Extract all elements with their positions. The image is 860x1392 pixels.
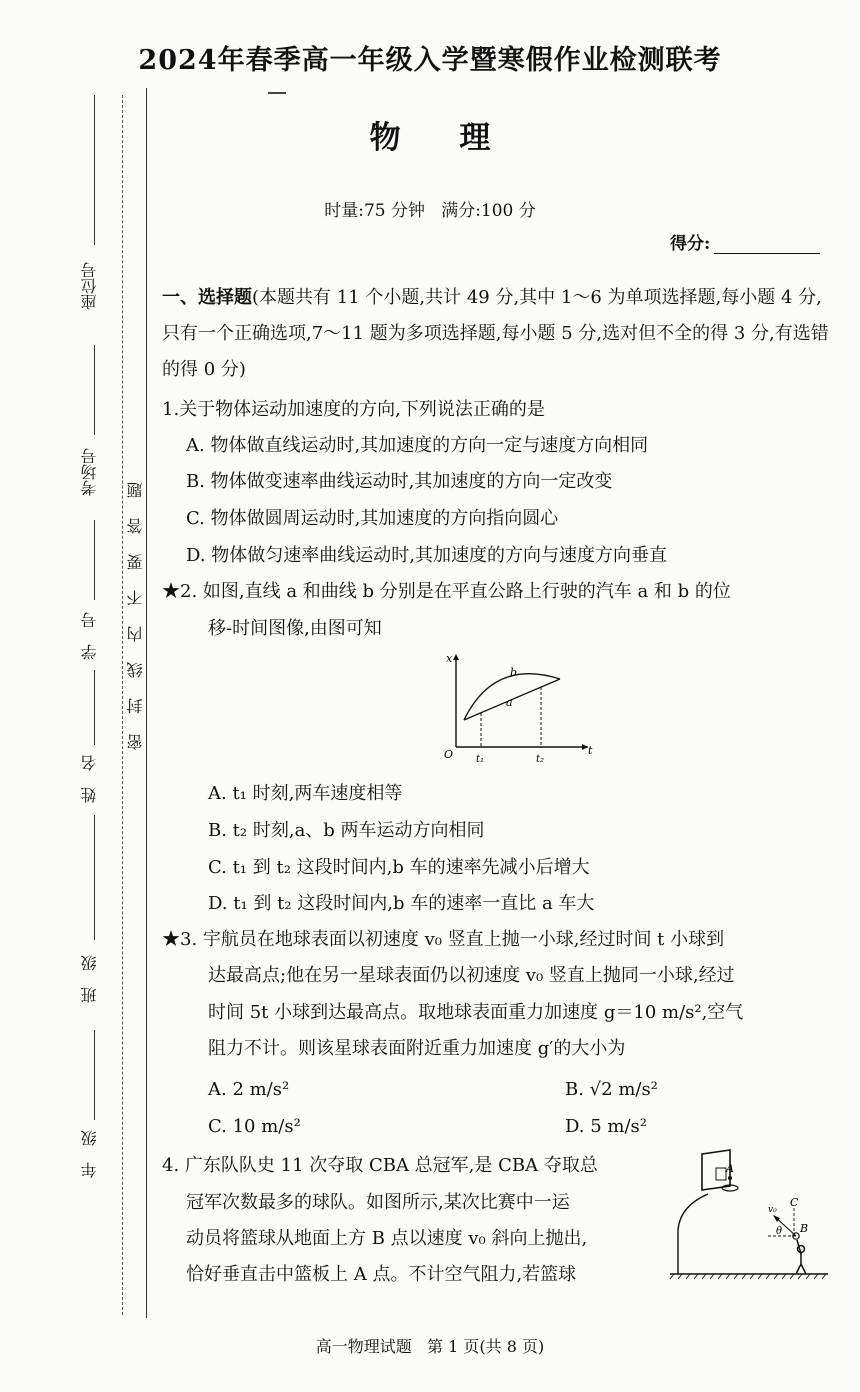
q2-option-a: A. t₁ 时刻,两车速度相等 — [208, 783, 403, 804]
angle-label: θ — [776, 1226, 783, 1237]
t-axis-label: t — [588, 744, 593, 757]
q1-option-c: C. 物体做圆周运动时,其加速度的方向指向圆心 — [186, 508, 559, 529]
velocity-label: v₀ — [768, 1205, 777, 1215]
name-blank[interactable] — [94, 670, 95, 745]
time-info: 时量:75 分钟 满分:100 分 — [324, 201, 536, 221]
section-1-title: 一、选择题 — [162, 287, 252, 308]
backboard-square — [716, 1168, 726, 1180]
origin-label: O — [444, 748, 454, 761]
q4-stem-line1: 4. 广东队队史 11 次夺取 CBA 总冠军,是 CBA 夺取总 — [162, 1155, 598, 1176]
player-figure — [796, 1240, 806, 1274]
q2-option-b: B. t₂ 时刻,a、b 两车运动方向相同 — [208, 820, 485, 841]
score-label: 得分: — [670, 234, 711, 254]
page-footer: 高一物理试题 第 1 页(共 8 页) — [315, 1337, 545, 1356]
section-1-instructions: (本题共有 11 个小题,共计 49 分,其中 1～6 为单项选择题,每小题 4 分,只有一个正确选项,7～11 题为多项选择题,每小题 5 分,选对但不全的得 3 分,有选错的得 0 分) — [162, 287, 829, 380]
binding-dashed-line — [122, 95, 123, 1315]
class-label: 班 级 — [80, 955, 99, 1003]
q3-option-b: B. √2 m/s² — [565, 1079, 658, 1100]
x-axis-arrow — [453, 654, 459, 660]
q3-option-c: C. 10 m/s² — [208, 1116, 301, 1137]
point-b-label: B — [800, 1222, 809, 1235]
q2-stem-line2: 移-时间图像,由图可知 — [208, 618, 382, 639]
student-id-label: 学 号 — [80, 612, 99, 660]
q2-option-d: D. t₁ 到 t₂ 这段时间内,b 车的速率一直比 a 车大 — [208, 893, 595, 914]
exam-room-label: 考场号 — [80, 448, 99, 496]
q3-option-d: D. 5 m/s² — [565, 1116, 647, 1137]
q4-stem-line3: 动员将篮球从地面上方 B 点以速度 v₀ 斜向上抛出, — [186, 1228, 588, 1249]
q3-stem-line4: 阻力不计。则该星球表面附近重力加速度 g′的大小为 — [208, 1038, 626, 1059]
class-blank[interactable] — [94, 815, 95, 940]
q2-stem-line1: ★2. 如图,直线 a 和曲线 b 分别是在平直公路上行驶的汽车 a 和 b 的位 — [162, 581, 731, 602]
exam-room-blank[interactable] — [94, 345, 95, 435]
score-blank[interactable] — [714, 235, 820, 254]
grade-blank[interactable] — [94, 1030, 95, 1120]
q4-stem-line2: 冠军次数最多的球队。如图所示,某次比赛中一运 — [186, 1192, 570, 1213]
q3-stem-line1: ★3. 宇航员在地球表面以初速度 v₀ 竖直上抛一小球,经过时间 t 小球到 — [162, 929, 725, 950]
grade-label: 年 级 — [80, 1130, 99, 1178]
q2-xt-graph — [436, 650, 596, 774]
section-1-intro — [162, 280, 838, 388]
q2-option-c: C. t₁ 到 t₂ 这段时间内,b 车的速率先减小后增大 — [208, 857, 590, 878]
seat-number-blank[interactable] — [94, 95, 95, 245]
q4-stem-line4: 恰好垂直击中篮板上 A 点。不计空气阻力,若篮球 — [186, 1264, 577, 1285]
title-mark — [268, 92, 286, 94]
q4-basketball-figure — [668, 1148, 832, 1280]
point-a-label: A — [726, 1162, 734, 1175]
q1-option-a: A. 物体做直线运动时,其加速度的方向一定与速度方向相同 — [186, 435, 649, 456]
name-label: 姓 名 — [80, 755, 99, 803]
q1-option-d: D. 物体做匀速率曲线运动时,其加速度的方向与速度方向垂直 — [186, 545, 667, 566]
q1-stem: 1.关于物体运动加速度的方向,下列说法正确的是 — [162, 399, 545, 420]
t1-label: t₁ — [476, 754, 485, 765]
seal-notice: 密封线内不要答题 — [126, 462, 145, 750]
hoop-pole — [678, 1194, 708, 1274]
line-a-label: a — [506, 696, 513, 709]
score-field[interactable] — [670, 229, 820, 254]
q1-option-b: B. 物体做变速率曲线运动时,其加速度的方向一定改变 — [186, 471, 613, 492]
point-a-dot — [728, 1176, 732, 1180]
subject-title: 物 理 — [369, 120, 515, 156]
exam-title: 2024年春季高一年级入学暨寒假作业检测联考 — [138, 45, 722, 76]
point-c-label: C — [790, 1196, 799, 1209]
t2-label: t₂ — [536, 754, 545, 765]
q3-stem-line2: 达最高点;他在另一星球表面仍以初速度 v₀ 竖直上抛同一小球,经过 — [208, 965, 735, 986]
student-id-blank[interactable] — [94, 520, 95, 600]
x-axis-label: x — [446, 652, 453, 665]
seat-number-label: 座位号 — [80, 262, 99, 310]
q3-stem-line3: 时间 5t 小球到达最高点。取地球表面重力加速度 g＝10 m/s²,空气 — [208, 1002, 744, 1023]
curve-b-label: b — [510, 666, 518, 679]
q3-option-a: A. 2 m/s² — [208, 1079, 290, 1100]
